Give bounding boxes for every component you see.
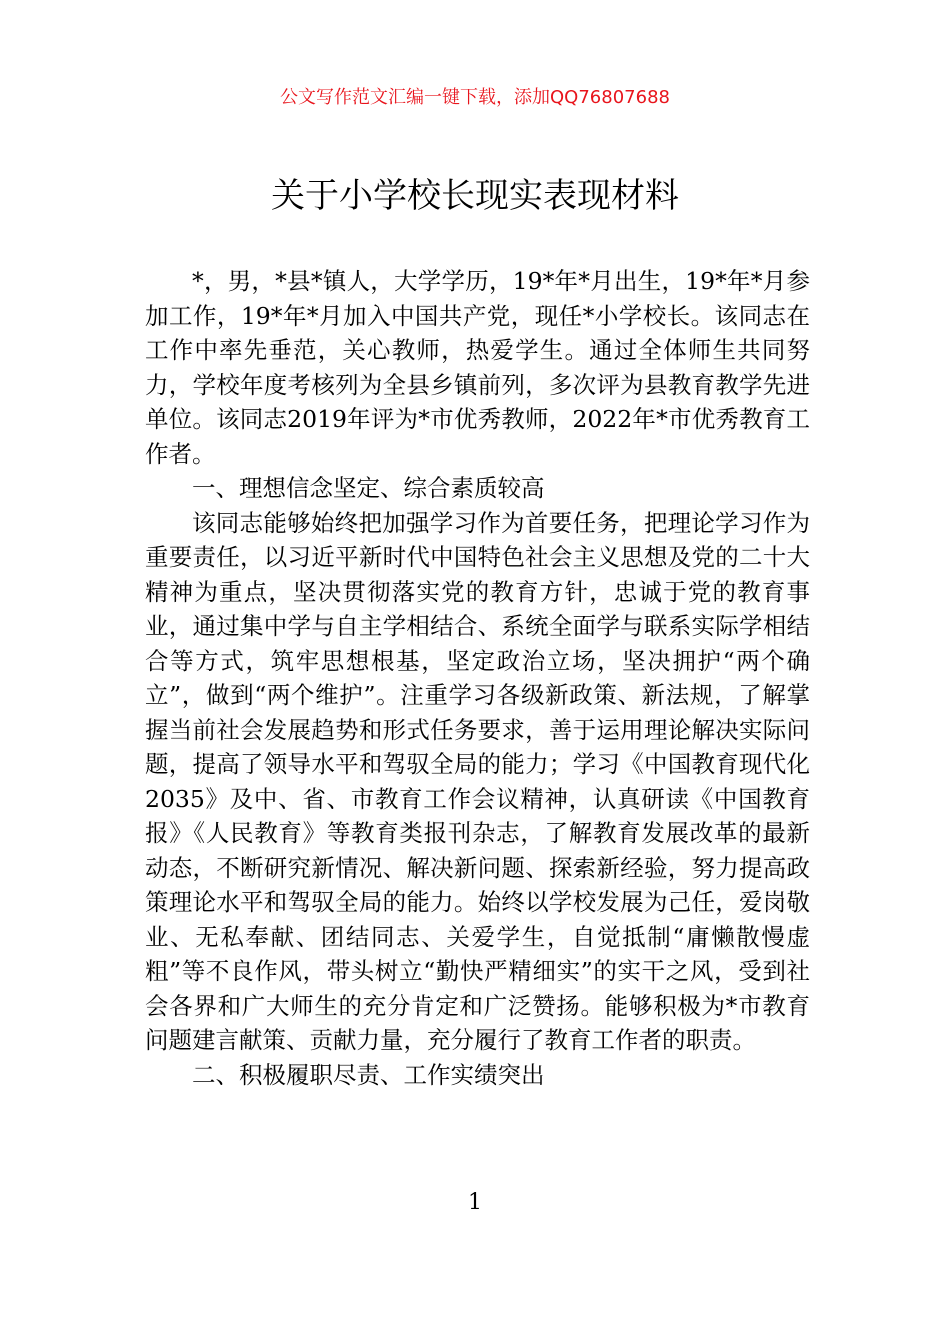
document-title: 关于小学校长现实表现材料 — [271, 176, 679, 216]
section-heading-2: 二、积极履职尽责、工作实绩突出 — [192, 1060, 545, 1089]
intro-paragraph: *，男，*县*镇人，大学学历，19*年*月出生，19*年*月参加工作，19*年*月加入中国共产党，现任*小学校长。该同志在工作中率先垂范，关心教师，热爱学生。通过全体师生共同努力，学校年度考核列为全县乡镇前列，多次评为县教育教学先进单位。该同志2019年评为*市优秀教师，2022年*市优秀教育工作者。 — [145, 267, 810, 468]
page-number: 1 — [468, 1190, 482, 1215]
document-body — [145, 264, 810, 1092]
section-heading-1: 一、理想信念坚定、综合素质较高 — [192, 474, 545, 502]
section-1-paragraph: 该同志能够始终把加强学习作为首要任务，把理论学习作为重要责任，以习近平新时代中国特色社会主义思想及党的二十大精神为重点，坚决贯彻落实党的教育方针，忠诚于党的教育事业，通过集中学与自主学相结合、系统全面学与联系实际学相结合等方式，筑牢思想根基，坚定政治立场，坚决拥护“两个确立”，做到“两个维护”。注重学习各级新政策、新法规，了解掌握当前社会发展趋势和形式任务要求，善于运用理论解决实际问题，提高了领导水平和驾驭全局的能力；学习《中国教育现代化2035》及中、省、市教育工作会议精神，认真研读《中国教育报》《人民教育》等教育类报刊杂志，了解教育发展改革的最新动态，不断研究新情况、解决新问题、探索新经验，努力提高政策理论水平和驾驭全局的能力。始终以学校发展为己任，爱岗敬业、无私奉献、团结同志、关爱学生，自觉抵制“庸懒散慢虚粗”等不良作风，带头树立“勤快严精细实”的实干之风，受到社会各界和广大师生的充分肯定和广泛赞扬。能够积极为*市教育问题建言献策、贡献力量，充分履行了教育工作者的职责。 — [145, 508, 810, 1054]
download-notice: 公文写作范文汇编一键下载，添加QQ76807688 — [280, 87, 670, 108]
